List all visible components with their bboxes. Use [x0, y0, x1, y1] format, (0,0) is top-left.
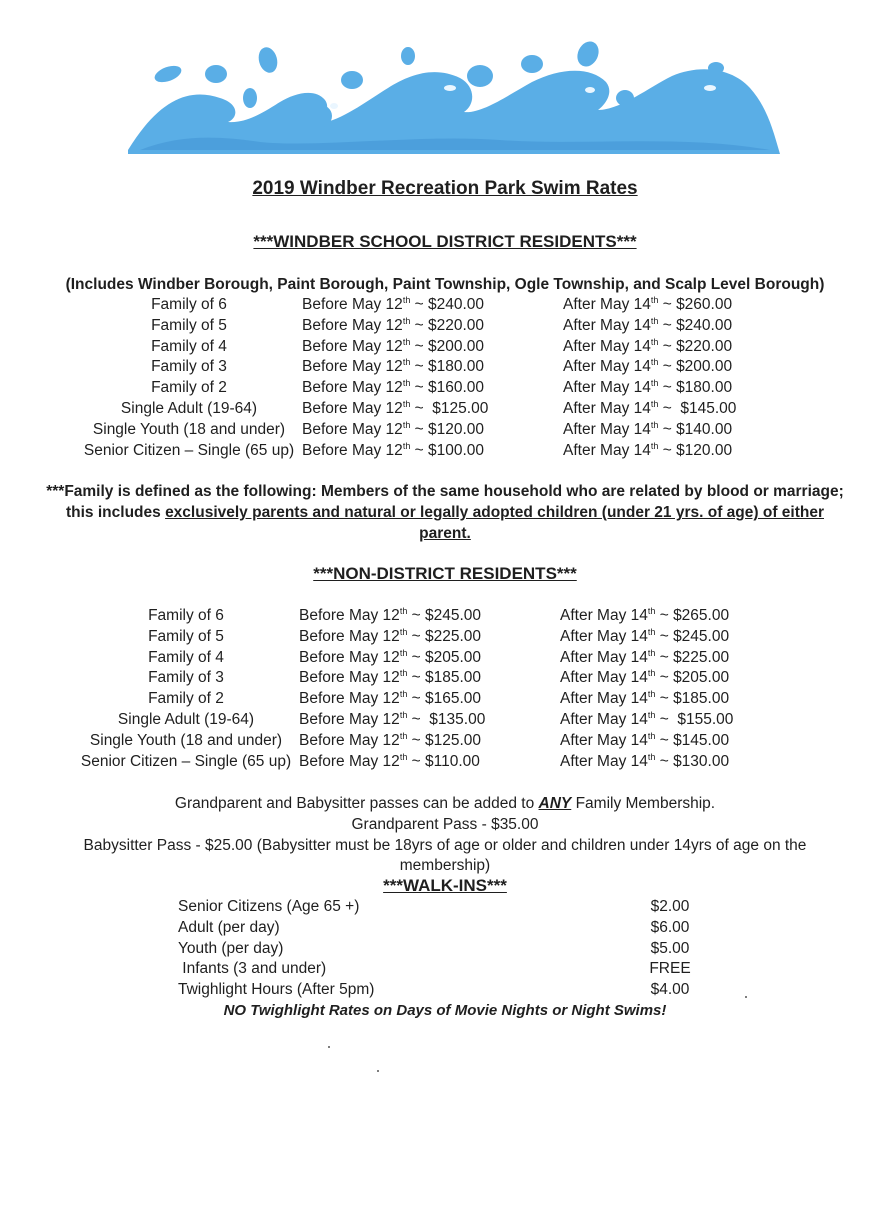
ordinal-suffix: th: [399, 647, 408, 658]
date-prefix: Before May 12: [299, 669, 400, 687]
membership-type: Family of 6: [151, 296, 227, 313]
walkins-heading: ***WALK-INS***: [383, 876, 507, 895]
tilde: ~: [410, 379, 428, 397]
membership-type: Family of 2: [151, 379, 227, 397]
date-prefix: Before May 12: [302, 296, 403, 313]
babysitter-pass: Babysitter Pass - $25.00 (Babysitter must be 18yrs of age or older and children under 14yrs of age on the membership): [83, 837, 807, 874]
ordinal-suffix: th: [647, 606, 656, 616]
membership-type: Family of 3: [148, 669, 224, 687]
walkin-row: [0, 960, 890, 981]
ordinal-suffix: th: [402, 419, 411, 430]
early-price: $200.00: [428, 337, 485, 355]
tilde: ~: [655, 669, 674, 687]
district-includes: (Includes Windber Borough, Paint Borough, Paint Township, Ogle Township, and Scalp Level Borough): [65, 276, 825, 293]
membership-type: Single Youth (18 and under): [92, 420, 286, 438]
rate-row: [0, 753, 890, 774]
rate-row: [0, 296, 890, 317]
rate-row: [0, 379, 890, 400]
date-prefix: After May 14: [560, 752, 648, 770]
late-price: $180.00: [676, 379, 733, 397]
late-price-cell: [560, 711, 733, 729]
date-prefix: Before May 12: [299, 752, 400, 770]
membership-type: Senior Citizen – Single (65 up): [80, 752, 292, 770]
tilde: ~: [655, 607, 674, 624]
ordinal-suffix: th: [647, 730, 656, 741]
late-price-cell: [560, 628, 729, 646]
early-price-cell: [302, 358, 484, 376]
ordinal-suffix: th: [650, 315, 659, 326]
scan-speck: [745, 996, 747, 998]
ordinal-suffix: th: [399, 730, 408, 741]
date-prefix: Before May 12: [302, 316, 403, 334]
date-prefix: Before May 12: [302, 441, 403, 459]
late-price-cell: [560, 607, 729, 625]
date-prefix: After May 14: [563, 441, 651, 459]
rate-row: [0, 628, 890, 649]
tilde: ~: [410, 316, 428, 334]
tilde: ~: [655, 627, 674, 645]
late-price: $200.00: [676, 358, 733, 376]
non-district-heading: ***NON-DISTRICT RESIDENTS***: [313, 564, 577, 583]
early-price: $160.00: [428, 379, 485, 397]
water-splash-image: [120, 38, 780, 160]
late-price: $240.00: [676, 316, 733, 334]
ordinal-suffix: th: [647, 710, 656, 720]
early-price-cell: [299, 607, 481, 625]
membership-type: Family of 5: [151, 316, 227, 334]
tilde: ~: [655, 711, 674, 728]
ordinal-suffix: th: [399, 668, 408, 679]
walkin-type: Twighlight Hours (After 5pm): [178, 981, 375, 999]
late-price: $120.00: [676, 441, 733, 459]
tilde: ~: [658, 441, 677, 459]
tilde: ~: [655, 731, 674, 749]
tilde: ~: [658, 420, 677, 438]
ordinal-suffix: th: [402, 315, 411, 326]
tilde: ~: [655, 648, 674, 666]
early-price: $100.00: [428, 441, 485, 459]
early-price-cell: [299, 690, 481, 708]
date-prefix: After May 14: [563, 296, 651, 313]
early-price: $185.00: [425, 669, 482, 687]
rate-row: [0, 442, 890, 463]
date-prefix: Before May 12: [302, 420, 403, 438]
walkin-row: [0, 940, 890, 961]
tilde: ~: [658, 337, 677, 355]
membership-type: Family of 2: [148, 690, 224, 708]
tilde: ~: [410, 358, 428, 376]
late-price: $220.00: [676, 337, 733, 355]
date-prefix: Before May 12: [302, 379, 403, 397]
early-price-cell: [299, 732, 481, 750]
walkin-type: Senior Citizens (Age 65 +): [178, 898, 360, 915]
date-prefix: Before May 12: [299, 607, 400, 624]
walkin-type: Infants (3 and under): [178, 960, 327, 978]
rate-row: [0, 338, 890, 359]
ordinal-suffix: th: [399, 710, 408, 720]
early-price: $245.00: [425, 607, 482, 624]
rate-row: [0, 358, 890, 379]
date-prefix: After May 14: [563, 400, 651, 417]
rate-row: [0, 607, 890, 628]
late-price: $140.00: [676, 420, 733, 438]
late-price-cell: [563, 317, 732, 335]
passes-text-b: Family Membership.: [571, 795, 716, 812]
early-price: $125.00: [425, 731, 482, 749]
ordinal-suffix: th: [402, 295, 411, 305]
passes-line: [0, 794, 890, 814]
late-price: $225.00: [673, 648, 730, 666]
tilde: ~: [407, 752, 425, 770]
late-price-cell: [563, 442, 732, 460]
late-price: $155.00: [673, 711, 734, 728]
tilde: ~: [407, 648, 425, 666]
date-prefix: Before May 12: [299, 648, 400, 666]
walkin-price: $5.00: [650, 939, 690, 957]
membership-type: Single Adult (19-64): [117, 711, 255, 728]
rate-row: [0, 421, 890, 442]
rate-row: [0, 711, 890, 732]
late-price: $245.00: [673, 627, 730, 645]
definition-text: ***Family is defined as the following: Members of the same household who are related by blood or marriage; this includes: [46, 483, 844, 521]
date-prefix: After May 14: [563, 316, 651, 334]
tilde: ~: [407, 731, 425, 749]
late-price: $260.00: [676, 296, 733, 313]
early-price: $220.00: [428, 316, 485, 334]
membership-type: Family of 4: [148, 648, 224, 666]
ordinal-suffix: th: [647, 647, 656, 658]
ordinal-suffix: th: [650, 419, 659, 430]
page-title: 2019 Windber Recreation Park Swim Rates: [252, 178, 638, 199]
early-price: $240.00: [428, 296, 485, 313]
rate-row: [0, 732, 890, 753]
rate-row: [0, 669, 890, 690]
rate-row: [0, 649, 890, 670]
ordinal-suffix: th: [650, 295, 659, 305]
ordinal-suffix: th: [647, 626, 656, 637]
late-price-cell: [560, 649, 729, 667]
early-price-cell: [302, 379, 484, 397]
late-price: $145.00: [673, 731, 730, 749]
tilde: ~: [407, 690, 425, 708]
ordinal-suffix: th: [402, 357, 411, 368]
date-prefix: After May 14: [560, 669, 648, 687]
tilde: ~: [658, 358, 677, 376]
early-price: $135.00: [425, 711, 486, 728]
walkin-row: [0, 919, 890, 940]
scan-speck: [328, 1046, 330, 1048]
date-prefix: Before May 12: [302, 400, 403, 417]
late-price: $130.00: [673, 752, 730, 770]
late-price-cell: [560, 753, 729, 771]
early-price-cell: [299, 711, 485, 729]
walkin-type: Youth (per day): [178, 939, 284, 957]
ordinal-suffix: th: [399, 606, 408, 616]
ordinal-suffix: th: [402, 378, 411, 389]
ordinal-suffix: th: [647, 668, 656, 679]
date-prefix: After May 14: [560, 731, 648, 749]
walkin-price: FREE: [649, 960, 691, 978]
date-prefix: Before May 12: [302, 358, 403, 376]
walkin-price: $2.00: [650, 898, 690, 915]
ordinal-suffix: th: [650, 440, 659, 451]
ordinal-suffix: th: [647, 751, 656, 762]
ordinal-suffix: th: [650, 399, 659, 409]
early-price-cell: [299, 669, 481, 687]
date-prefix: After May 14: [560, 648, 648, 666]
tilde: ~: [407, 607, 425, 624]
late-price: $185.00: [673, 690, 730, 708]
tilde: ~: [410, 337, 428, 355]
date-prefix: Before May 12: [302, 337, 403, 355]
early-price: $125.00: [428, 400, 489, 417]
ordinal-suffix: th: [650, 357, 659, 368]
tilde: ~: [658, 379, 677, 397]
early-price: $225.00: [425, 627, 482, 645]
late-price-cell: [563, 400, 736, 418]
date-prefix: After May 14: [563, 379, 651, 397]
early-price-cell: [302, 338, 484, 356]
date-prefix: After May 14: [563, 420, 651, 438]
walkin-price: $6.00: [650, 918, 690, 936]
walkin-row: [0, 981, 890, 1002]
walkin-row: [0, 898, 890, 919]
scan-speck: [377, 1070, 379, 1072]
ordinal-suffix: th: [399, 626, 408, 637]
late-price-cell: [560, 732, 729, 750]
ordinal-suffix: th: [399, 751, 408, 762]
tilde: ~: [658, 400, 677, 417]
early-price-cell: [299, 753, 480, 771]
date-prefix: After May 14: [560, 690, 648, 708]
ordinal-suffix: th: [402, 399, 411, 409]
passes-text-a: Grandparent and Babysitter passes can be added to: [174, 795, 539, 812]
date-prefix: After May 14: [560, 711, 648, 728]
early-price: $120.00: [428, 420, 485, 438]
date-prefix: Before May 12: [299, 627, 400, 645]
tilde: ~: [655, 690, 674, 708]
late-price-cell: [563, 421, 732, 439]
late-price-cell: [563, 379, 732, 397]
membership-type: Single Adult (19-64): [120, 400, 258, 417]
ordinal-suffix: th: [399, 689, 408, 700]
date-prefix: Before May 12: [299, 690, 400, 708]
membership-type: Family of 6: [148, 607, 224, 624]
date-prefix: Before May 12: [299, 711, 400, 728]
family-definition: [40, 481, 850, 544]
late-price: $265.00: [673, 607, 730, 624]
tilde: ~: [655, 752, 674, 770]
early-price: $205.00: [425, 648, 482, 666]
early-price: $110.00: [425, 752, 480, 770]
tilde: ~: [407, 627, 425, 645]
membership-type: Family of 4: [151, 337, 227, 355]
rate-row: [0, 317, 890, 338]
date-prefix: Before May 12: [299, 731, 400, 749]
walkin-price: $4.00: [650, 981, 690, 999]
ordinal-suffix: th: [650, 336, 659, 347]
date-prefix: After May 14: [563, 358, 651, 376]
tilde: ~: [410, 420, 428, 438]
late-price-cell: [563, 296, 732, 314]
late-price: $145.00: [676, 400, 737, 417]
early-price: $165.00: [425, 690, 482, 708]
membership-type: Family of 3: [151, 358, 227, 376]
early-price-cell: [302, 317, 484, 335]
twighlight-note: NO Twighlight Rates on Days of Movie Nights or Night Swims!: [223, 1002, 667, 1019]
ordinal-suffix: th: [402, 440, 411, 451]
late-price-cell: [560, 690, 729, 708]
late-price-cell: [563, 358, 732, 376]
ordinal-suffix: th: [402, 336, 411, 347]
early-price-cell: [299, 628, 481, 646]
passes-any: ANY: [538, 795, 572, 812]
early-price-cell: [302, 400, 488, 418]
late-price: $205.00: [673, 669, 730, 687]
late-price-cell: [560, 669, 729, 687]
tilde: ~: [658, 296, 677, 313]
tilde: ~: [658, 316, 677, 334]
district-heading: ***WINDBER SCHOOL DISTRICT RESIDENTS***: [253, 232, 637, 251]
early-price-cell: [302, 421, 484, 439]
membership-type: Senior Citizen – Single (65 up): [83, 441, 295, 459]
tilde: ~: [407, 669, 425, 687]
early-price: $180.00: [428, 358, 485, 376]
walkin-type: Adult (per day): [178, 918, 280, 936]
early-price-cell: [302, 296, 484, 314]
tilde: ~: [410, 296, 428, 313]
ordinal-suffix: th: [650, 378, 659, 389]
early-price-cell: [302, 442, 484, 460]
definition-underlined: exclusively parents and natural or legally adopted children (under 21 yrs. of age) of either parent.: [165, 504, 824, 542]
date-prefix: After May 14: [560, 607, 648, 624]
membership-type: Single Youth (18 and under): [89, 731, 283, 749]
late-price-cell: [563, 338, 732, 356]
ordinal-suffix: th: [647, 689, 656, 700]
date-prefix: After May 14: [560, 627, 648, 645]
tilde: ~: [410, 400, 428, 417]
rate-row: [0, 400, 890, 421]
date-prefix: After May 14: [563, 337, 651, 355]
tilde: ~: [407, 711, 425, 728]
rate-row: [0, 690, 890, 711]
early-price-cell: [299, 649, 481, 667]
tilde: ~: [410, 441, 428, 459]
membership-type: Family of 5: [148, 627, 224, 645]
grandparent-pass: Grandparent Pass - $35.00: [351, 816, 539, 833]
